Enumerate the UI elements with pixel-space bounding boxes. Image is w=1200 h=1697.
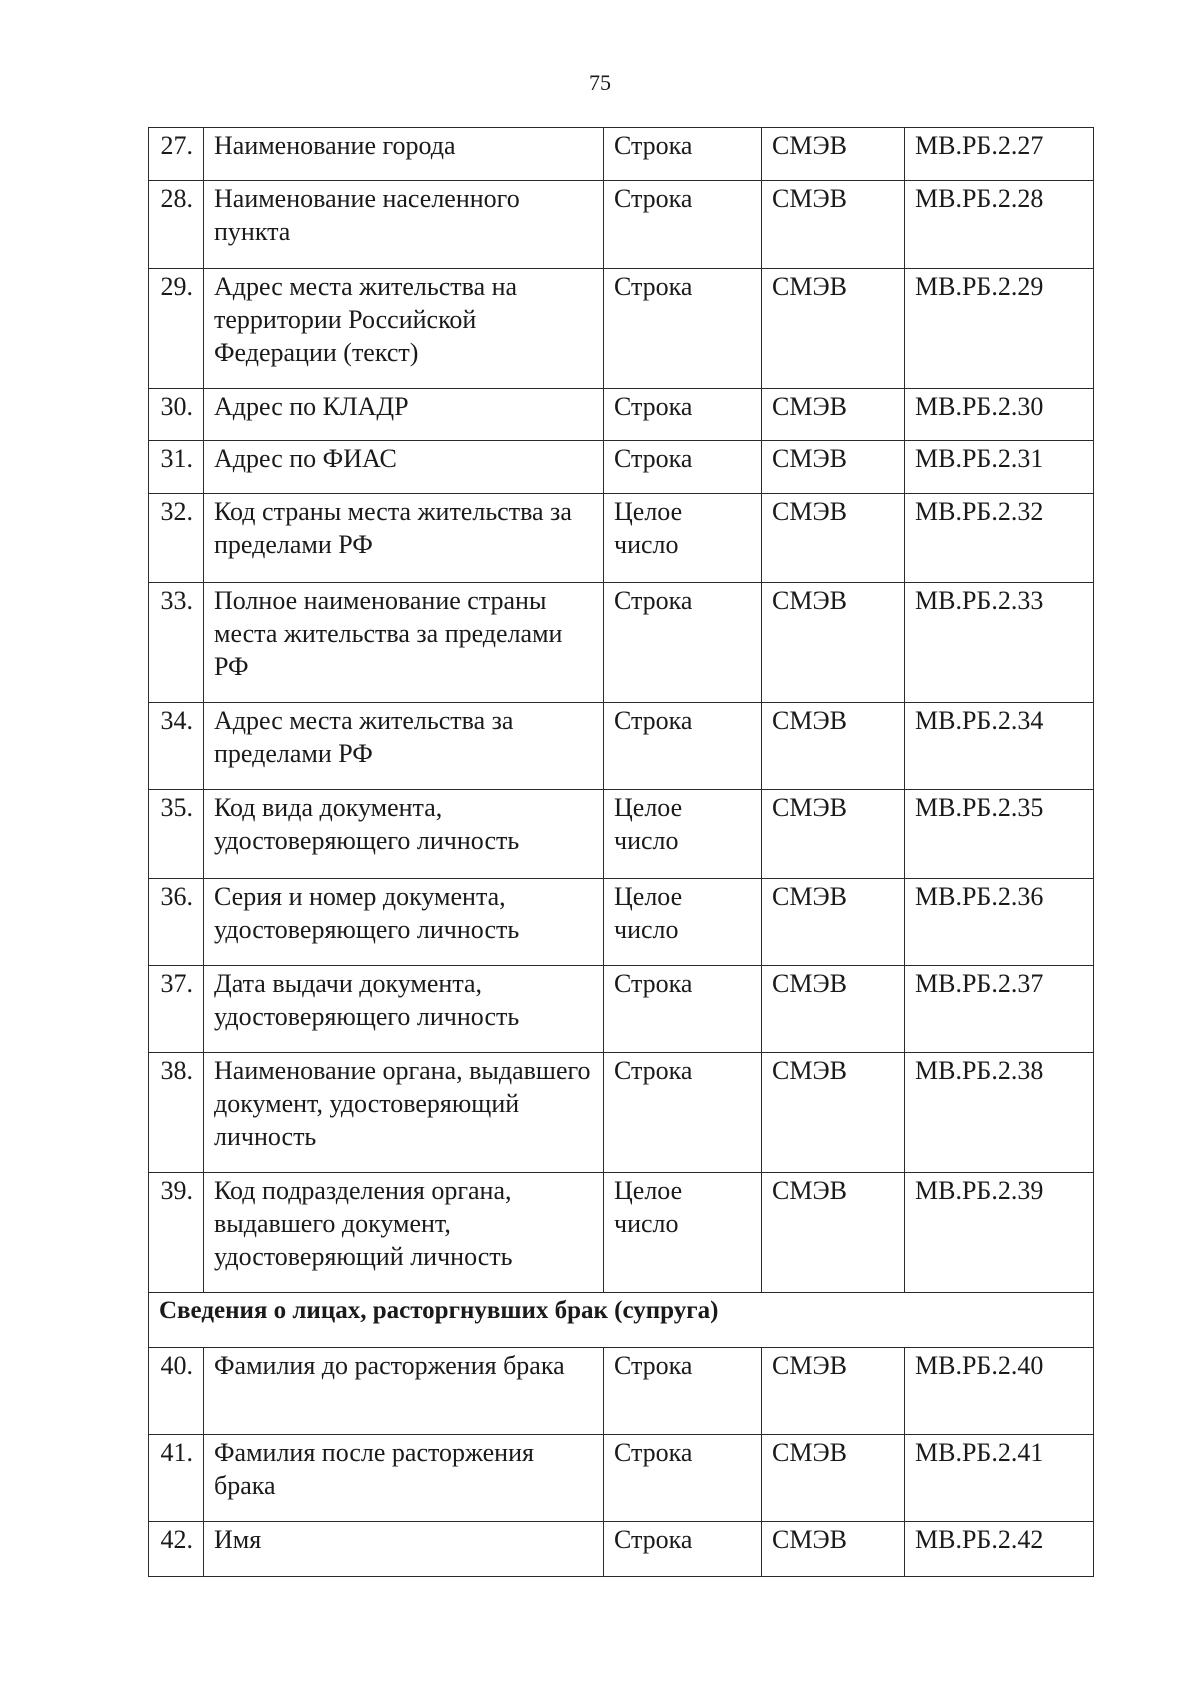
field-source: СМЭВ (762, 1522, 905, 1577)
row-number: 32. (149, 494, 204, 583)
field-type: Строка (604, 1348, 762, 1435)
field-source: СМЭВ (762, 583, 905, 703)
field-code: МВ.РБ.2.40 (905, 1348, 1094, 1435)
field-source: СМЭВ (762, 128, 905, 181)
field-name: Адрес по ФИАС (204, 441, 604, 494)
field-code: МВ.РБ.2.32 (905, 494, 1094, 583)
field-type: Строка (604, 966, 762, 1053)
row-number: 42. (149, 1522, 204, 1577)
table-row (149, 879, 1094, 966)
row-number: 31. (149, 441, 204, 494)
field-source: СМЭВ (762, 1173, 905, 1293)
field-source: СМЭВ (762, 1053, 905, 1173)
field-source: СМЭВ (762, 269, 905, 389)
row-number: 27. (149, 128, 204, 181)
table-row (149, 1173, 1094, 1293)
field-code: МВ.РБ.2.36 (905, 879, 1094, 966)
field-type: Целое число (604, 494, 762, 583)
row-number: 28. (149, 181, 204, 269)
field-code: МВ.РБ.2.39 (905, 1173, 1094, 1293)
row-number: 40. (149, 1348, 204, 1435)
field-source: СМЭВ (762, 879, 905, 966)
field-code: МВ.РБ.2.41 (905, 1435, 1094, 1522)
field-source: СМЭВ (762, 494, 905, 583)
row-number: 35. (149, 790, 204, 879)
table-row (149, 583, 1094, 703)
field-type: Строка (604, 128, 762, 181)
table-row (149, 1522, 1094, 1577)
field-code: МВ.РБ.2.37 (905, 966, 1094, 1053)
registry-table (148, 127, 1094, 1577)
field-code: МВ.РБ.2.27 (905, 128, 1094, 181)
field-name: Наименование населенного пункта (204, 181, 604, 269)
row-number: 37. (149, 966, 204, 1053)
field-name: Наименование города (204, 128, 604, 181)
field-name: Полное наименование страны места жительства за пределами РФ (204, 583, 604, 703)
page-number: 75 (589, 70, 611, 95)
table-row (149, 128, 1094, 181)
field-source: СМЭВ (762, 1435, 905, 1522)
field-name: Серия и номер документа, удостоверяющего личность (204, 879, 604, 966)
field-name: Код страны места жительства за пределами РФ (204, 494, 604, 583)
field-type: Строка (604, 181, 762, 269)
field-type: Строка (604, 703, 762, 790)
field-code: МВ.РБ.2.34 (905, 703, 1094, 790)
field-type: Строка (604, 583, 762, 703)
field-name: Адрес места жительства на территории Российской Федерации (текст) (204, 269, 604, 389)
field-code: МВ.РБ.2.42 (905, 1522, 1094, 1577)
table-body-after-section (149, 1348, 1094, 1577)
row-number: 33. (149, 583, 204, 703)
table-row (149, 1053, 1094, 1173)
field-name: Наименование органа, выдавшего документ, удостоверяющий личность (204, 1053, 604, 1173)
field-code: МВ.РБ.2.33 (905, 583, 1094, 703)
table-row (149, 181, 1094, 269)
field-name: Код подразделения органа, выдавшего документ, удостоверяющий личность (204, 1173, 604, 1293)
field-type: Целое число (604, 879, 762, 966)
field-name: Имя (204, 1522, 604, 1577)
field-source: СМЭВ (762, 389, 905, 441)
field-source: СМЭВ (762, 966, 905, 1053)
row-number: 38. (149, 1053, 204, 1173)
field-source: СМЭВ (762, 441, 905, 494)
field-source: СМЭВ (762, 1348, 905, 1435)
field-type: Строка (604, 1053, 762, 1173)
row-number: 30. (149, 389, 204, 441)
row-number: 39. (149, 1173, 204, 1293)
field-type: Целое число (604, 1173, 762, 1293)
row-number: 29. (149, 269, 204, 389)
field-source: СМЭВ (762, 703, 905, 790)
table-row (149, 389, 1094, 441)
field-code: МВ.РБ.2.30 (905, 389, 1094, 441)
table-body-before-section (149, 128, 1094, 1293)
field-name: Код вида документа, удостоверяющего личность (204, 790, 604, 879)
field-code: МВ.РБ.2.35 (905, 790, 1094, 879)
section-header-body (149, 1293, 1094, 1348)
field-name: Фамилия до расторжения брака (204, 1348, 604, 1435)
row-number: 36. (149, 879, 204, 966)
field-name: Фамилия после расторжения брака (204, 1435, 604, 1522)
field-type: Строка (604, 441, 762, 494)
table-row (149, 1435, 1094, 1522)
section-row (149, 1293, 1094, 1348)
field-source: СМЭВ (762, 181, 905, 269)
field-code: МВ.РБ.2.28 (905, 181, 1094, 269)
table-row (149, 441, 1094, 494)
section-title: Сведения о лицах, расторгнувших брак (супруга) (149, 1293, 1094, 1348)
row-number: 41. (149, 1435, 204, 1522)
table-row (149, 703, 1094, 790)
field-code: МВ.РБ.2.31 (905, 441, 1094, 494)
field-name: Адрес места жительства за пределами РФ (204, 703, 604, 790)
field-type: Строка (604, 1522, 762, 1577)
field-code: МВ.РБ.2.38 (905, 1053, 1094, 1173)
field-type: Целое число (604, 790, 762, 879)
field-type: Строка (604, 269, 762, 389)
table-row (149, 494, 1094, 583)
field-source: СМЭВ (762, 790, 905, 879)
row-number: 34. (149, 703, 204, 790)
table-row (149, 1348, 1094, 1435)
field-type: Строка (604, 389, 762, 441)
table-row (149, 790, 1094, 879)
field-type: Строка (604, 1435, 762, 1522)
field-name: Адрес по КЛАДР (204, 389, 604, 441)
field-code: МВ.РБ.2.29 (905, 269, 1094, 389)
field-name: Дата выдачи документа, удостоверяющего личность (204, 966, 604, 1053)
table-row (149, 966, 1094, 1053)
table-row (149, 269, 1094, 389)
